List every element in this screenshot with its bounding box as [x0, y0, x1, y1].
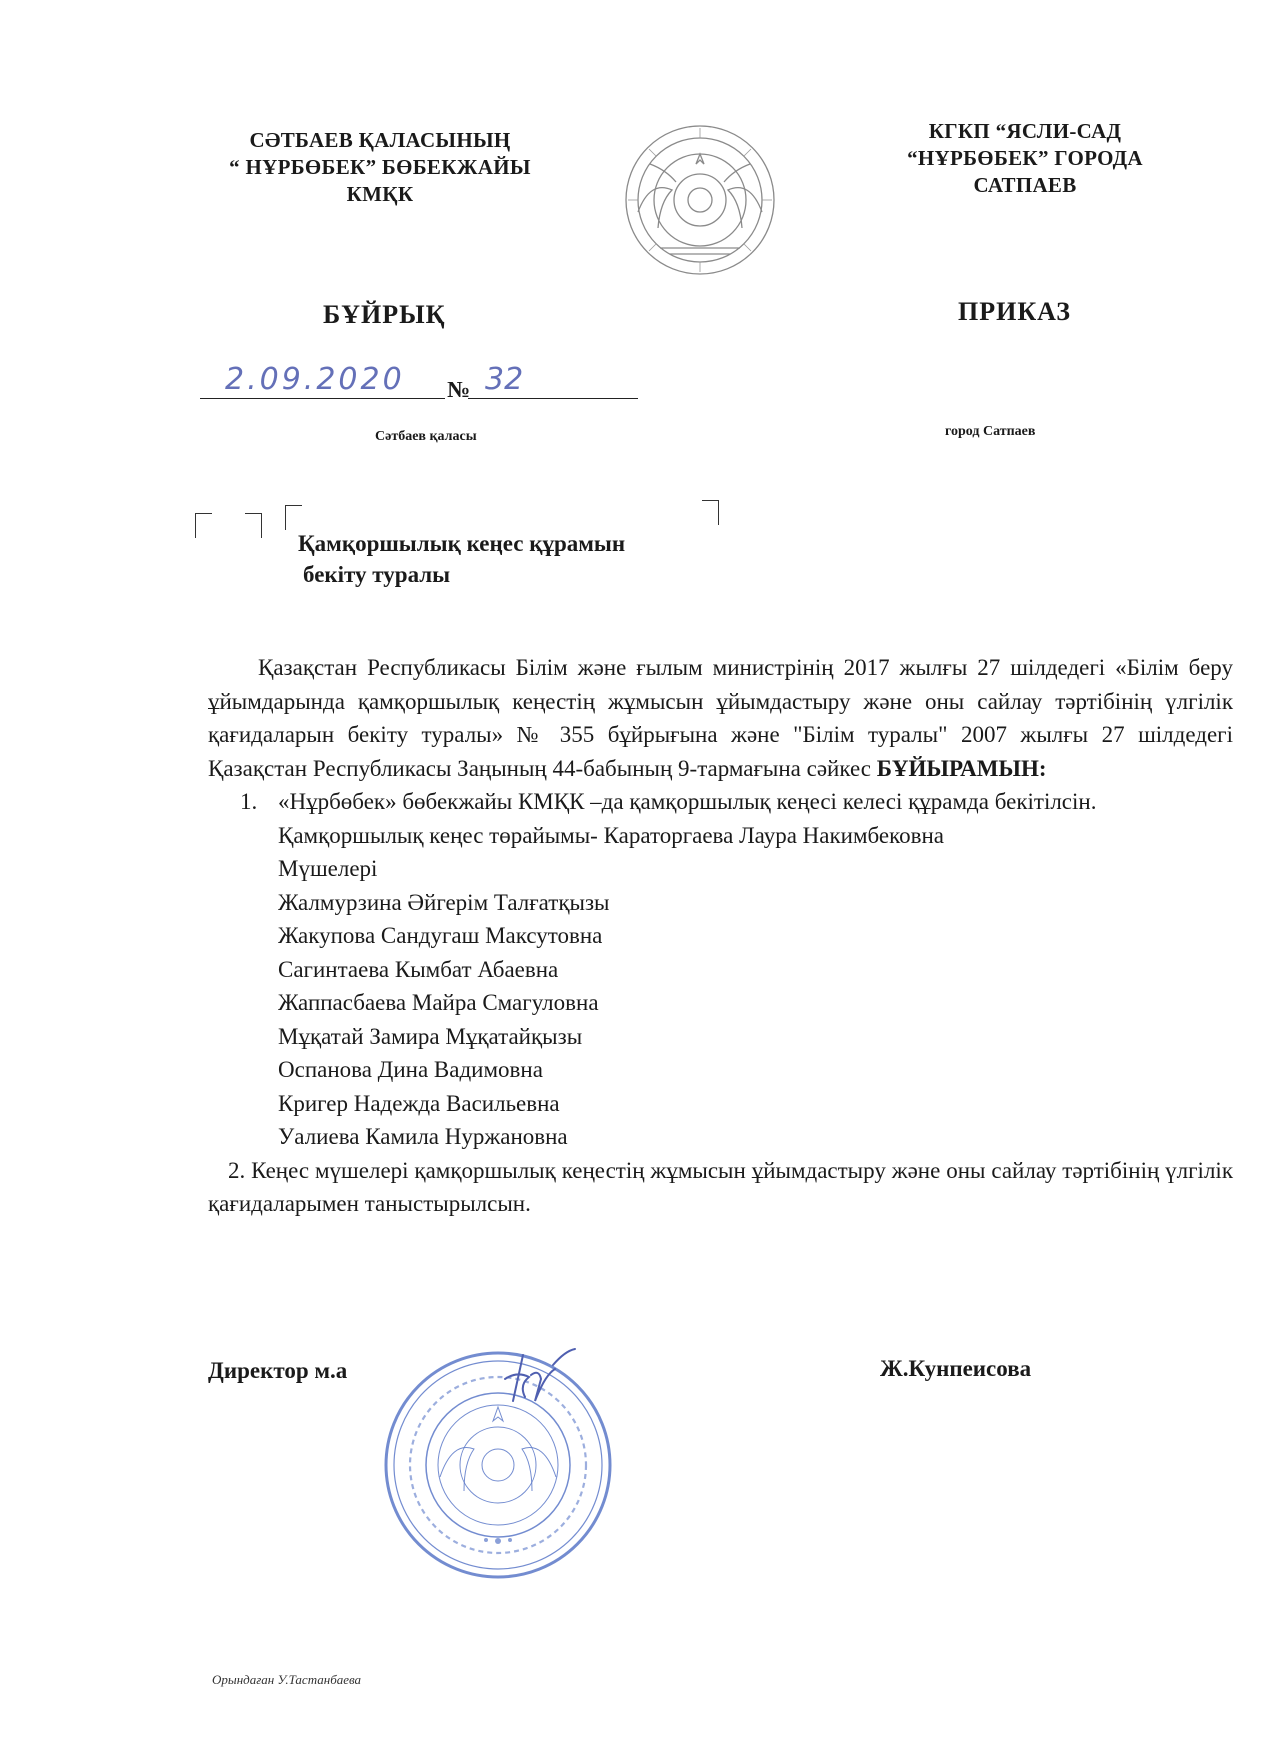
members-heading: Мүшелері [278, 856, 378, 881]
header-right-line3: САТПАЕВ [973, 173, 1077, 197]
order-title-kz: БҰЙРЫҚ [323, 300, 446, 329]
state-emblem-kazakhstan-icon [620, 120, 780, 280]
order-title-ru: ПРИКАЗ [958, 297, 1072, 326]
order-item-2: 2. Кеңес мүшелері қамқоршылық кеңестің жұмысын ұйымдастыру және оны сайлау тәртібінің үлгілік қағидаларымен таныстырылсын. [208, 1157, 1233, 1216]
header-left-line1: СӘТБАЕВ ҚАЛАСЫНЫҢ [249, 128, 511, 152]
header-left-line3: КМҚК [346, 182, 414, 206]
list-item: Мұқатай Замира Мұқатайқызы [278, 1023, 583, 1049]
handwritten-signature-icon [495, 1345, 585, 1415]
order-number: 32 [485, 362, 524, 397]
corner-bracket [702, 500, 719, 525]
executor-note: Орындаған У.Тастанбаева [212, 1672, 362, 1687]
order-date: 2.09.2020 [225, 362, 405, 397]
council-chair: Қамқоршылық кеңес төрайымы- Караторгаева Лаура Накимбековна [278, 822, 945, 848]
order-body [208, 651, 1233, 1221]
corner-bracket [285, 505, 302, 530]
header-right-organization [855, 118, 1195, 199]
signer-name: Ж.Кунпеисова [880, 1356, 1032, 1381]
order-city-ru: город Сатпаев [945, 424, 1036, 439]
header-left-line2: “ НҰРБӨБЕК” БӨБЕКЖАЙЫ [229, 155, 531, 179]
order-subject [298, 528, 625, 590]
list-item: Оспанова Дина Вадимовна [278, 1057, 543, 1082]
corner-bracket [245, 513, 262, 538]
list-item: Сагинтаева Кымбат Абаевна [278, 956, 559, 982]
list-item: Кригер Надежда Васильевна [278, 1090, 560, 1116]
number-underline [468, 398, 638, 399]
subject-line2: бекіту туралы [303, 562, 451, 587]
decree-keyword: БҰЙЫРАМЫН: [876, 755, 1047, 781]
list-item: Жаппасбаева Майра Смагуловна [278, 990, 599, 1015]
subject-line1: Қамқоршылық кеңес құрамын [298, 531, 626, 556]
order-items [208, 785, 1233, 1154]
number-sign: № [447, 377, 471, 402]
header-left-organization [205, 127, 555, 208]
order-city-kz: Сәтбаев қаласы [375, 429, 477, 444]
list-item: Жалмурзина Әйгерім Талғатқызы [278, 889, 610, 915]
list-item: Жакупова Сандугаш Максутовна [278, 923, 603, 948]
order-item-1 [240, 785, 1233, 819]
item-number: 1. [240, 789, 258, 814]
signer-position: Директор м.а [208, 1358, 348, 1383]
preamble-text: Қазақстан Республикасы Білім және ғылым министрінің 2017 жылғы 27 шілдедегі «Білім беру ұйымдарында қамқоршылық кеңестің жұмысын ұйымдастыру және оны сайлау тәртібінің үлгілік қағидаларын бекіту туралы» № 355 бұйрығына және "Білім туралы" 2007 жылғы 27 шілдедегі Қазақстан Республикасы Заңының 44-бабының 9-тармағына сәйкес [208, 655, 1233, 781]
header-right-line2: “НҰРБӨБЕК” ГОРОДА [907, 146, 1143, 170]
item-1-text: «Нұрбөбек» бөбекжайы КМҚК –да қамқоршылық кеңесі келесі құрамда бекітілсін. [278, 789, 1097, 814]
list-item: Уалиева Камила Нуржановна [278, 1124, 568, 1149]
corner-bracket [195, 513, 212, 538]
header-right-line1: КГКП “ЯСЛИ-САД [928, 119, 1122, 143]
date-underline [200, 398, 445, 399]
